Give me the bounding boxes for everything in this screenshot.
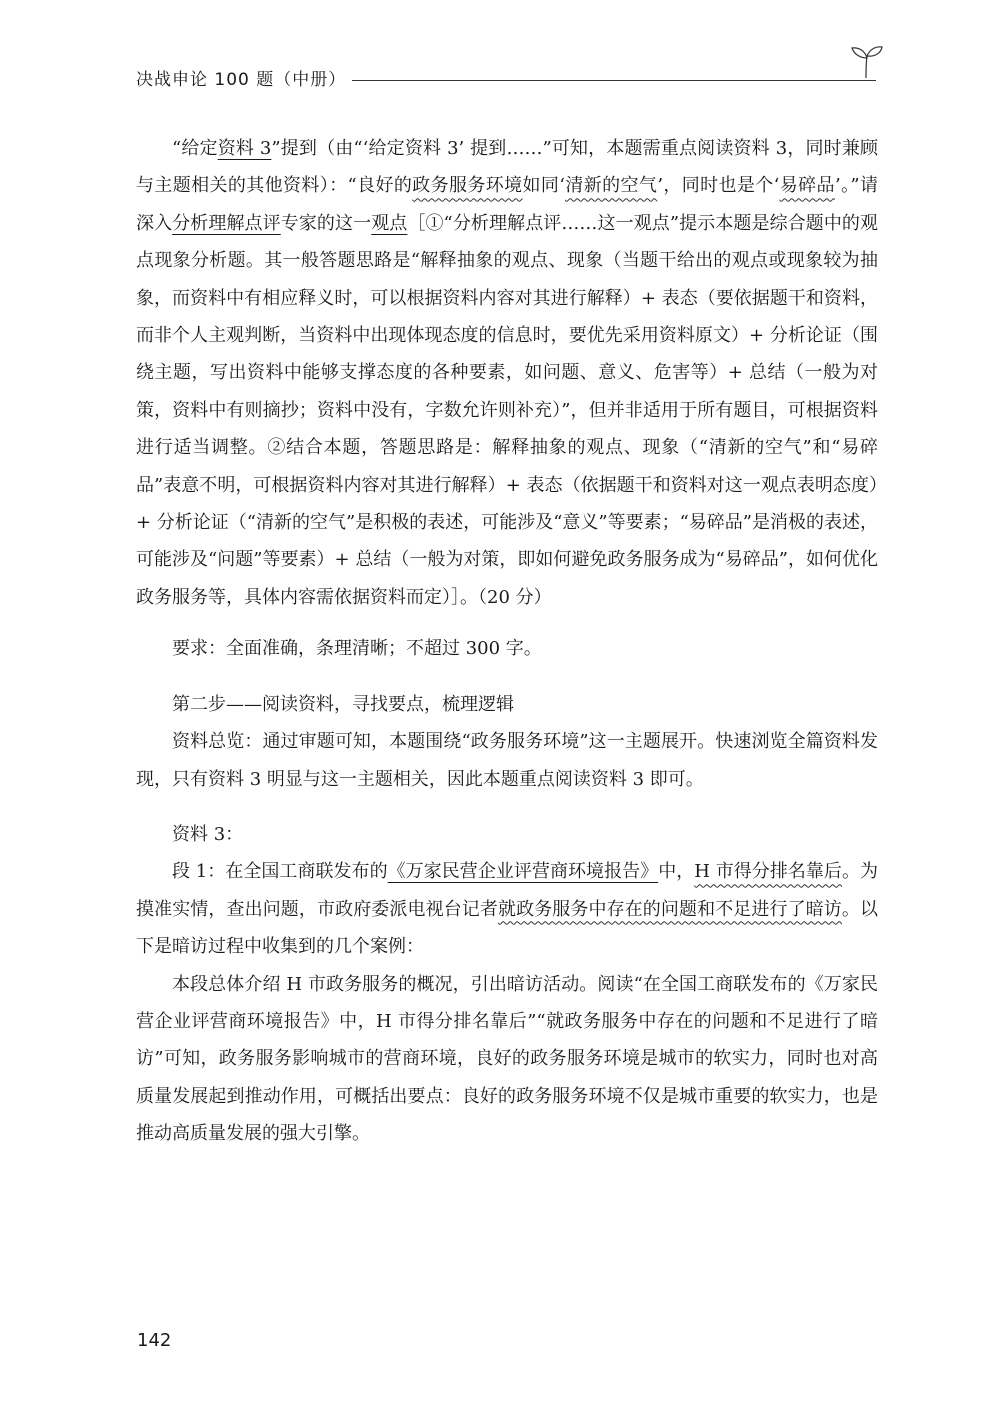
book-title: 决战申论 100 题（中册） — [136, 69, 347, 90]
overview-paragraph: 资料总览：通过审题可知，本题围绕“政务服务环境”这一主题展开。快速浏览全篇资料发现，只有资料 3 明显与这一主题相关，因此本题重点阅读资料 3 即可。 — [136, 731, 878, 790]
analysis-paragraph: 本段总体介绍 H 市政务服务的概况，引出暗访活动。阅读“在全国工商联发布的《万家民营企业评营商环境报告》中，H 市得分排名靠后”“就政务服务中存在的问题和不足进行了暗访”可知，政务服务影响城市的营商环境，良好的政务服务环境是城市的软实力，同时也对高质量发展起到推动作用，可概括出要点：良好的政务服务环境不仅是城市重要的软实力，也是推动高质量发展的强大引擎。 — [136, 973, 878, 1145]
page-body — [136, 130, 878, 1153]
question-paragraph: “给定资料 3”提到（由“‘给定资料 3’ 提到……”可知，本题需重点阅读资料 3，同时兼顾与主题相关的其他资料）：“良好的政务服务环境如同‘清新的空气’，同时也是个‘易碎品’。”请深入分析理解点评专家的这一观点［①“分析理解点评……这一观点”提示本题是综合题中的观点现象分析题。其一般答题思路是“解释抽象的观点、现象（当题干给出的观点或现象较为抽象，而资料中有相应释义时，可以根据资料内容对其进行解释）+ 表态（要依据题干和资料，而非个人主观判断，当资料中出现体现态度的信息时，要优先采用资料原文）+ 分析论证（围绕主题，写出资料中能够支撑态度的各种要素，如问题、意义、危害等）+ 总结（一般为对策，资料中有则摘抄；资料中没有，字数允许则补充）”，但并非适用于所有题目，可根据资料进行适当调整。②结合本题，答题思路是：解释抽象的观点、现象（“清新的空气”和“易碎品”表意不明，可根据资料内容对其进行解释）+ 表态（依据题干和资料对这一观点表明态度）+ 分析论证（“清新的空气”是积极的表述，可能涉及“意义”等要素；“易碎品”是消极的表述，可能涉及“问题”等要素）+ 总结（一般为对策，即如何避免政务服务成为“易碎品”，如何优化政务服务等，具体内容需依据资料而定）］。（20 分） — [136, 138, 879, 608]
page-number: 142 — [137, 1330, 172, 1351]
step-heading: 第二步——阅读资料，寻找要点，梳理逻辑 — [172, 693, 514, 715]
segment-1-paragraph: 段 1：在全国工商联发布的《万家民营企业评营商环境报告》中，H 市得分排名靠后。为摸准实情，查出问题，市政府委派电视台记者就政务服务中存在的问题和不足进行了暗访。以下是暗访过程中收集到的几个案例： — [136, 861, 879, 958]
header-rule — [352, 80, 876, 81]
running-header — [136, 62, 876, 92]
sprout-icon — [846, 40, 886, 80]
material-heading: 资料 3： — [172, 823, 244, 845]
requirement-paragraph: 要求：全面准确，条理清晰；不超过 300 字。 — [172, 638, 542, 660]
